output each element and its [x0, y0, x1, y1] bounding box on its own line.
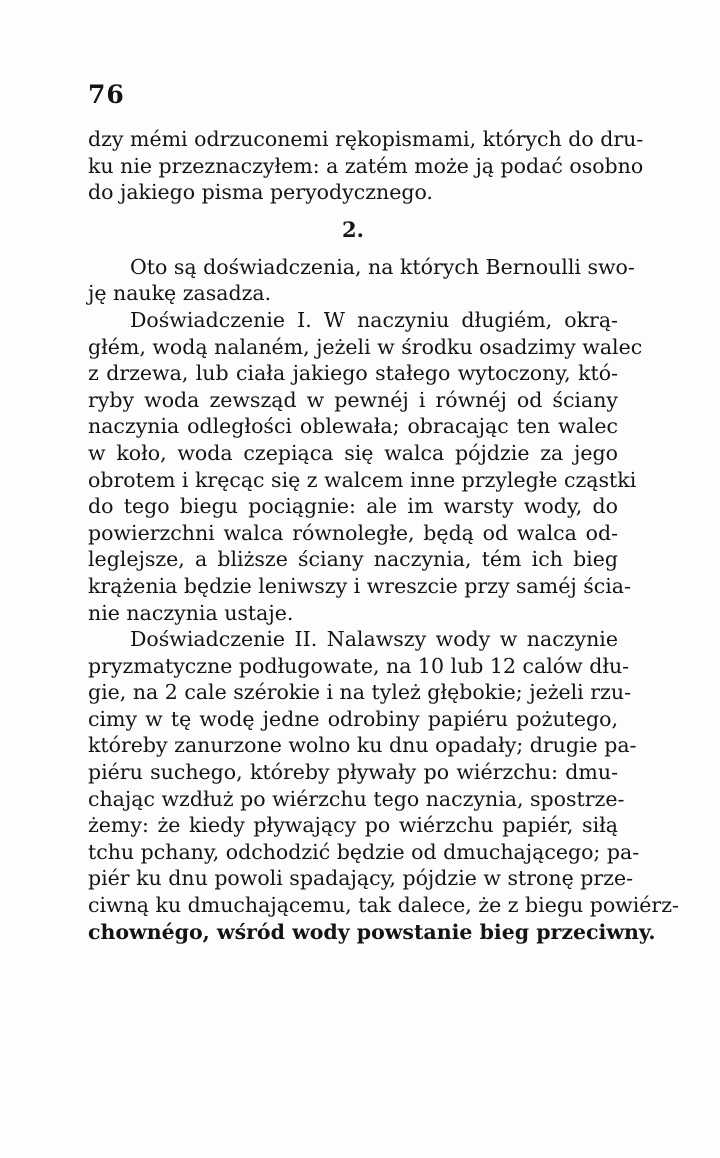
text-line: Doświadczenie II. Nalawszy wody w naczynie [130, 627, 618, 652]
paragraph-experiment-2 [88, 626, 679, 945]
page-number: 76 [88, 80, 125, 109]
text-line: tchu pchany, odchodzić będzie od dmuchającego; pa- [88, 839, 640, 864]
text-line: powierzchni walca równoległe, będą od walca od- [88, 520, 618, 545]
paragraph-intro [88, 254, 635, 307]
text-line: leglejsze, a bliższe ściany naczynia, tém ich bieg [88, 547, 618, 572]
text-line: nie naczynia ustaje. [88, 600, 294, 625]
text-line: krążenia będzie leniwszy i wreszcie przy saméj ścia- [88, 573, 631, 598]
text-line: w koło, woda czepiąca się walca pójdzie za jego [88, 440, 618, 465]
text-line: chając wzdłuż po wiérzchu tego naczynia, spostrze- [88, 786, 625, 811]
section-number: 2. [342, 216, 364, 242]
text-line: żemy: że kiedy pływający po wiérzchu papiér, siłą [88, 813, 618, 838]
text-line: obrotem i kręcąc się z walcem inne przyległe cząstki [88, 467, 637, 492]
text-line: piéru suchego, któreby pływały po wiérzchu: dmu- [88, 760, 618, 785]
text-line: do jakiego pisma peryodycznego. [88, 180, 433, 205]
text-line: piér ku dnu powoli spadający, pójdzie w stronę prze- [88, 866, 634, 891]
text-line: pryzmatyczne podługowate, na 10 lub 12 calów dłu- [88, 653, 630, 678]
paragraph-continuation [88, 126, 644, 206]
text-line: dzy mémi odrzuconemi rękopismami, których do dru- [88, 127, 644, 151]
text-line: Oto są doświadczenia, na których Bernoulli swo- [130, 254, 635, 279]
page-text [88, 126, 679, 945]
text-line: Doświadczenie I. W naczyniu długiém, okrą- [130, 307, 618, 332]
text-line: do tego biegu pociągnie: ale im warsty wody, do [88, 494, 618, 519]
text-line: chownégo, wśród wody powstanie bieg przeciwny. [88, 919, 656, 944]
text-line: ciwną ku dmuchającemu, tak dalece, że z biegu powiérz- [88, 893, 679, 918]
text-line: z drzewa, lub ciała jakiego stałego wytoczony, któ- [88, 361, 618, 386]
paragraph-experiment-1 [88, 307, 643, 626]
text-line: ryby woda zewsząd w pewnéj i równéj od ściany [88, 387, 618, 412]
text-line: głém, wodą nalaném, jeżeli w środku osadzimy walec [88, 334, 643, 359]
text-line: ku nie przeznaczyłem: a zatém może ją podać osobno [88, 153, 644, 178]
text-line: któreby zanurzone wolno ku dnu opadały; drugie pa- [88, 733, 637, 758]
text-line: ję naukę zasadza. [88, 281, 272, 306]
text-line: gie, na 2 cale szérokie i na tyleż głębokie; jeżeli rzu- [88, 680, 631, 705]
text-line: naczynia odległości oblewała; obracając ten walec [88, 414, 618, 439]
text-line: cimy w tę wodę jedne odrobiny papiéru pożutego, [88, 706, 618, 731]
